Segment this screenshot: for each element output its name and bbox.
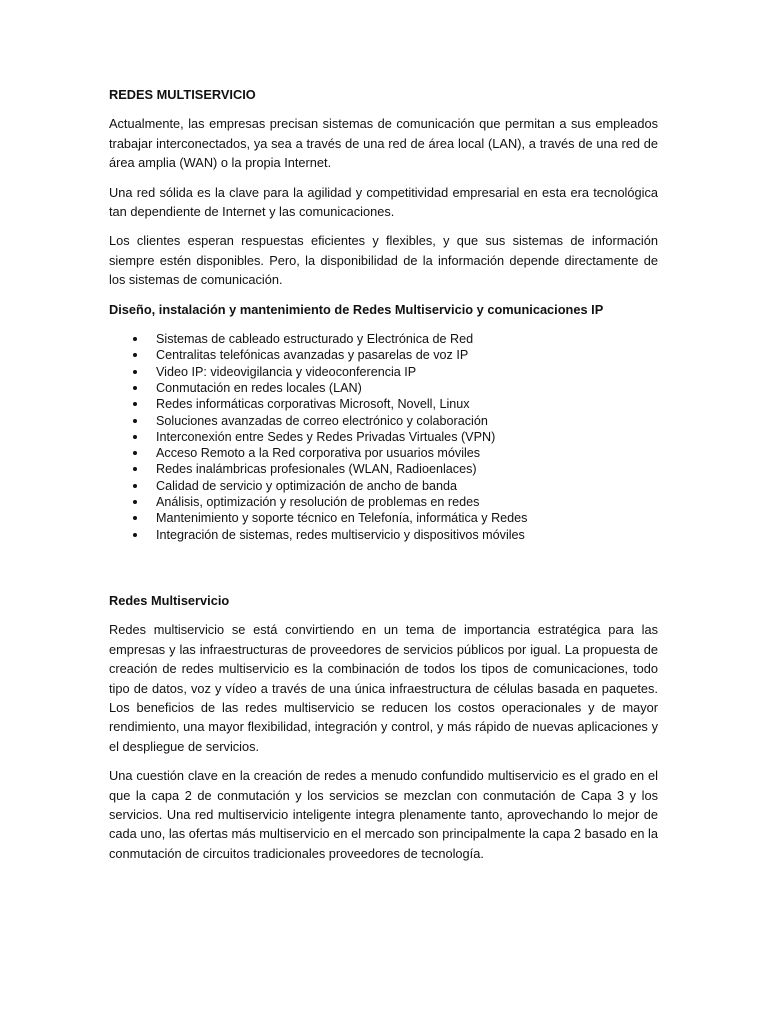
list-item-text: Interconexión entre Sedes y Redes Privadas Virtuales (VPN) bbox=[156, 429, 496, 444]
list-item bbox=[109, 413, 658, 429]
list-item-text: Sistemas de cableado estructurado y Electrónica de Red bbox=[156, 332, 474, 347]
list-item-text: Acceso Remoto a la Red corporativa por usuarios móviles bbox=[156, 446, 481, 461]
list-item-text: Video IP: videovigilancia y videoconferencia IP bbox=[156, 364, 417, 379]
bullet-icon bbox=[133, 370, 137, 374]
bullet-icon bbox=[133, 419, 137, 423]
document-title: REDES MULTISERVICIO bbox=[109, 87, 256, 102]
bullet-icon bbox=[133, 484, 137, 488]
list-item-text: Centralitas telefónicas avanzadas y pasarelas de voz IP bbox=[156, 348, 469, 363]
section-redes-multiservicio bbox=[109, 591, 658, 863]
section2-paragraph-1: Redes multiservicio se está convirtiendo en un tema de importancia estratégica para las empresas y las infraestructuras de proveedores de servicios públicos por igual. La propuesta de creación de redes multiservicio es la combinación de todos los tipos de comunicaciones, todo tipo de datos, voz y vídeo a través de una única infraestructura de células basada en paquetes. Los beneficios de las redes multiservicio se reducen los costos operacionales y de mayor rendimiento, una mayor flexibilidad, integración y control, y más rápido de nuevas aplicaciones y el despliegue de servicios. bbox=[109, 622, 658, 754]
list-item bbox=[109, 527, 658, 543]
section2-paragraph-2: Una cuestión clave en la creación de redes a menudo confundido multiservicio es el grado en el que la capa 2 de conmutación y los servicios se mezclan con conmutación de Capa 3 y los servicios. Una red multiservicio inteligente integra plenamente tanto, aprovechando lo mejor de cada uno, las ofertas más multiservicio en el mercado son principalmente la capa 2 basado en la conmutación de circuitos tradicionales proveedores de tecnología. bbox=[109, 768, 658, 861]
list-item bbox=[109, 331, 658, 347]
list-item-text: Integración de sistemas, redes multiservicio y dispositivos móviles bbox=[156, 527, 525, 542]
document-page bbox=[109, 85, 658, 873]
bullet-icon bbox=[133, 533, 137, 537]
list-item bbox=[109, 364, 658, 380]
intro-paragraph-2: Una red sólida es la clave para la agilidad y competitividad empresarial en esta era tecnológica tan dependiente de Internet y las comunicaciones. bbox=[109, 184, 658, 220]
list-item-text: Soluciones avanzadas de correo electrónico y colaboración bbox=[156, 413, 488, 428]
services-list bbox=[109, 331, 658, 543]
list-item-text: Conmutación en redes locales (LAN) bbox=[156, 380, 362, 395]
list-item-text: Redes inalámbricas profesionales (WLAN, Radioenlaces) bbox=[156, 462, 477, 477]
list-item-text: Análisis, optimización y resolución de problemas en redes bbox=[156, 495, 480, 510]
list-item bbox=[109, 380, 658, 396]
intro-paragraph-3: Los clientes esperan respuestas eficientes y flexibles, y que sus sistemas de información siempre estén disponibles. Pero, la disponibilidad de la información depende directamente de los sistemas de comunicación. bbox=[109, 233, 658, 288]
bullet-icon bbox=[133, 435, 137, 439]
bullet-icon bbox=[133, 516, 137, 520]
list-item bbox=[109, 445, 658, 461]
list-item bbox=[109, 396, 658, 412]
bullet-icon bbox=[133, 402, 137, 406]
bullet-icon bbox=[133, 386, 137, 390]
section2-heading: Redes Multiservicio bbox=[109, 592, 230, 608]
bullet-icon bbox=[133, 353, 137, 357]
bullet-icon bbox=[133, 500, 137, 504]
list-item-text: Calidad de servicio y optimización de ancho de banda bbox=[156, 478, 458, 493]
list-item-text: Mantenimiento y soporte técnico en Telefonía, informática y Redes bbox=[156, 511, 528, 526]
list-item bbox=[109, 494, 658, 510]
list-item-text: Redes informáticas corporativas Microsoft, Novell, Linux bbox=[156, 397, 470, 412]
list-item bbox=[109, 347, 658, 363]
list-item bbox=[109, 461, 658, 477]
bullet-icon bbox=[133, 467, 137, 471]
list-item bbox=[109, 478, 658, 494]
list-item bbox=[109, 429, 658, 445]
bullet-icon bbox=[133, 337, 137, 341]
list-item bbox=[109, 510, 658, 526]
services-heading: Diseño, instalación y mantenimiento de Redes Multiservicio y comunicaciones IP bbox=[109, 301, 604, 317]
bullet-icon bbox=[133, 451, 137, 455]
intro-paragraph-1: Actualmente, las empresas precisan sistemas de comunicación que permitan a sus empleados trabajar interconectados, ya sea a través de una red de área local (LAN), a través de una red de área amplia (WAN) o la propia Internet. bbox=[109, 116, 658, 171]
